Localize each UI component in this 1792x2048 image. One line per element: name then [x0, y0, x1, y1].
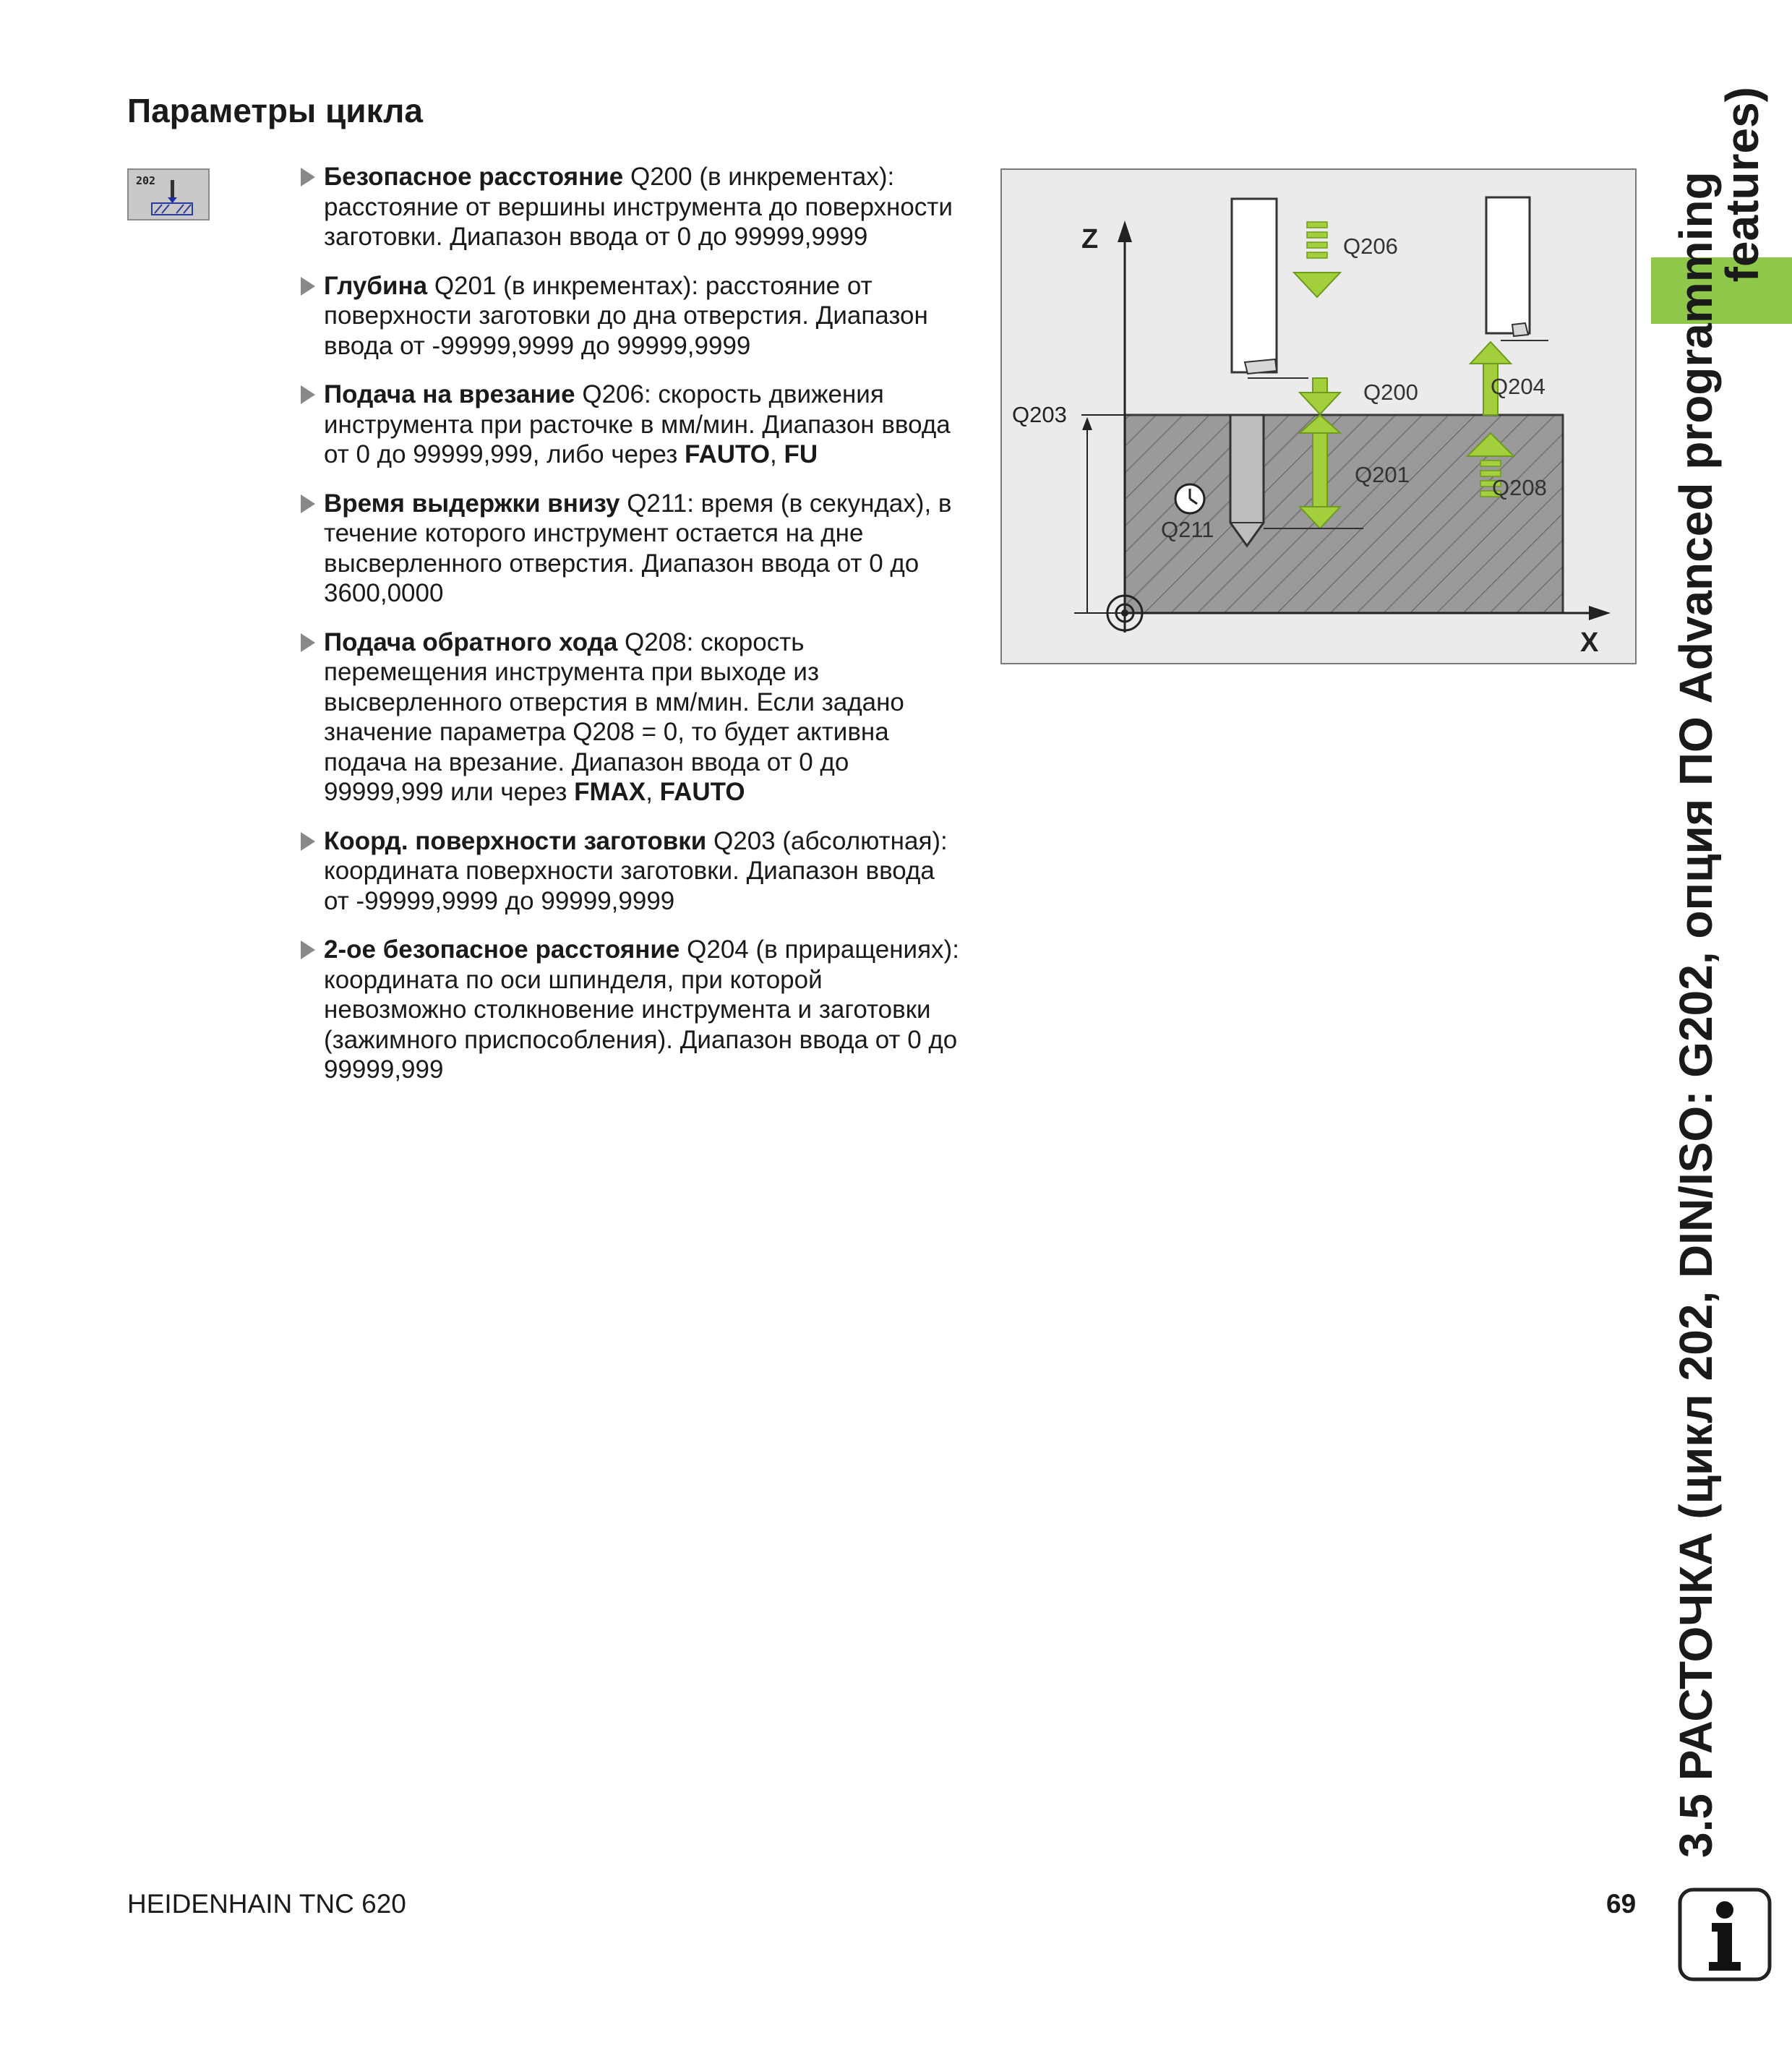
- q206-label: Q206: [1343, 233, 1398, 259]
- tool-retracted: [1486, 197, 1530, 333]
- cycle-icon-label: 202: [136, 174, 156, 187]
- param-q203: Коорд. поверхности заготовки Q203 (абсолютная): координата поверхности заготовки. Диапазон ввода от -99999,9999 до 99999,9999: [298, 826, 963, 917]
- bullet-triangle-icon: [301, 494, 315, 513]
- clock-icon: [1175, 484, 1204, 513]
- param-q208: Подача обратного хода Q208: скорость перемещения инструмента при выходе из высверленного отверстия в мм/мин. Если задано значение параметра Q208 = 0, то будет активна подача на врезание. Диапазон ввода от 0 до 99999,999 или через FMAX, FAUTO: [298, 627, 963, 807]
- side-title-line2: features): [1716, 87, 1768, 283]
- tool-start: [1232, 199, 1277, 372]
- boring-cycle-diagram: [1000, 168, 1637, 664]
- q206-feed-arrow: [1294, 222, 1340, 297]
- section-heading: Параметры цикла: [127, 92, 423, 129]
- param-q211: Время выдержки внизу Q211: время (в секундах), в течение которого инструмент остается на дне высверленного отверстия. Диапазон ввода от 0 до 3600,0000: [298, 489, 963, 609]
- bullet-triangle-icon: [301, 633, 315, 652]
- param-q204: 2-ое безопасное расстояние Q204 (в приращениях): координата по оси шпинделя, при которой невозможно столкновение инструмента и заготовки (зажимного приспособления). Диапазон ввода от 0 до 99999,999: [298, 935, 963, 1085]
- q201-label: Q201: [1355, 462, 1410, 487]
- q204-label: Q204: [1491, 374, 1546, 399]
- param-q201: Глубина Q201 (в инкрементах): расстояние от поверхности заготовки до дна отверстия. Диапазон ввода от -99999,9999 до 99999,9999: [298, 271, 963, 361]
- side-title-line1: 3.5 РАСТОЧКА (цикл 202, DIN/ISO: G202, опция ПО Advanced programming: [1670, 171, 1722, 1858]
- q200-arrow: [1300, 378, 1340, 414]
- footer-brand: HEIDENHAIN TNC 620: [127, 1889, 406, 1919]
- bullet-triangle-icon: [301, 832, 315, 851]
- q203-label: Q203: [1012, 402, 1067, 427]
- x-axis-label: X: [1580, 627, 1599, 658]
- param-q206: Подача на врезание Q206: скорость движения инструмента при расточке в мм/мин. Диапазон ввода от 0 до 99999,999, либо через FAUTO, FU: [298, 380, 963, 470]
- q200-label: Q200: [1363, 380, 1418, 405]
- parameter-list: [298, 162, 963, 1104]
- bullet-triangle-icon: [301, 168, 315, 187]
- z-axis-label: Z: [1081, 224, 1099, 254]
- param-q200: Безопасное расстояние Q200 (в инкрементах): расстояние от вершины инструмента до поверхности заготовки. Диапазон ввода от 0 до 99999,9999: [298, 162, 963, 252]
- q211-label: Q211: [1161, 517, 1214, 542]
- bullet-triangle-icon: [301, 277, 315, 296]
- bullet-triangle-icon: [301, 941, 315, 959]
- q208-label: Q208: [1492, 475, 1547, 500]
- page-number: 69: [1606, 1889, 1637, 1919]
- boring-cycle-icon: [127, 168, 210, 220]
- bullet-triangle-icon: [301, 385, 315, 404]
- info-icon: [1677, 1887, 1772, 1982]
- bored-hole: [1230, 415, 1264, 546]
